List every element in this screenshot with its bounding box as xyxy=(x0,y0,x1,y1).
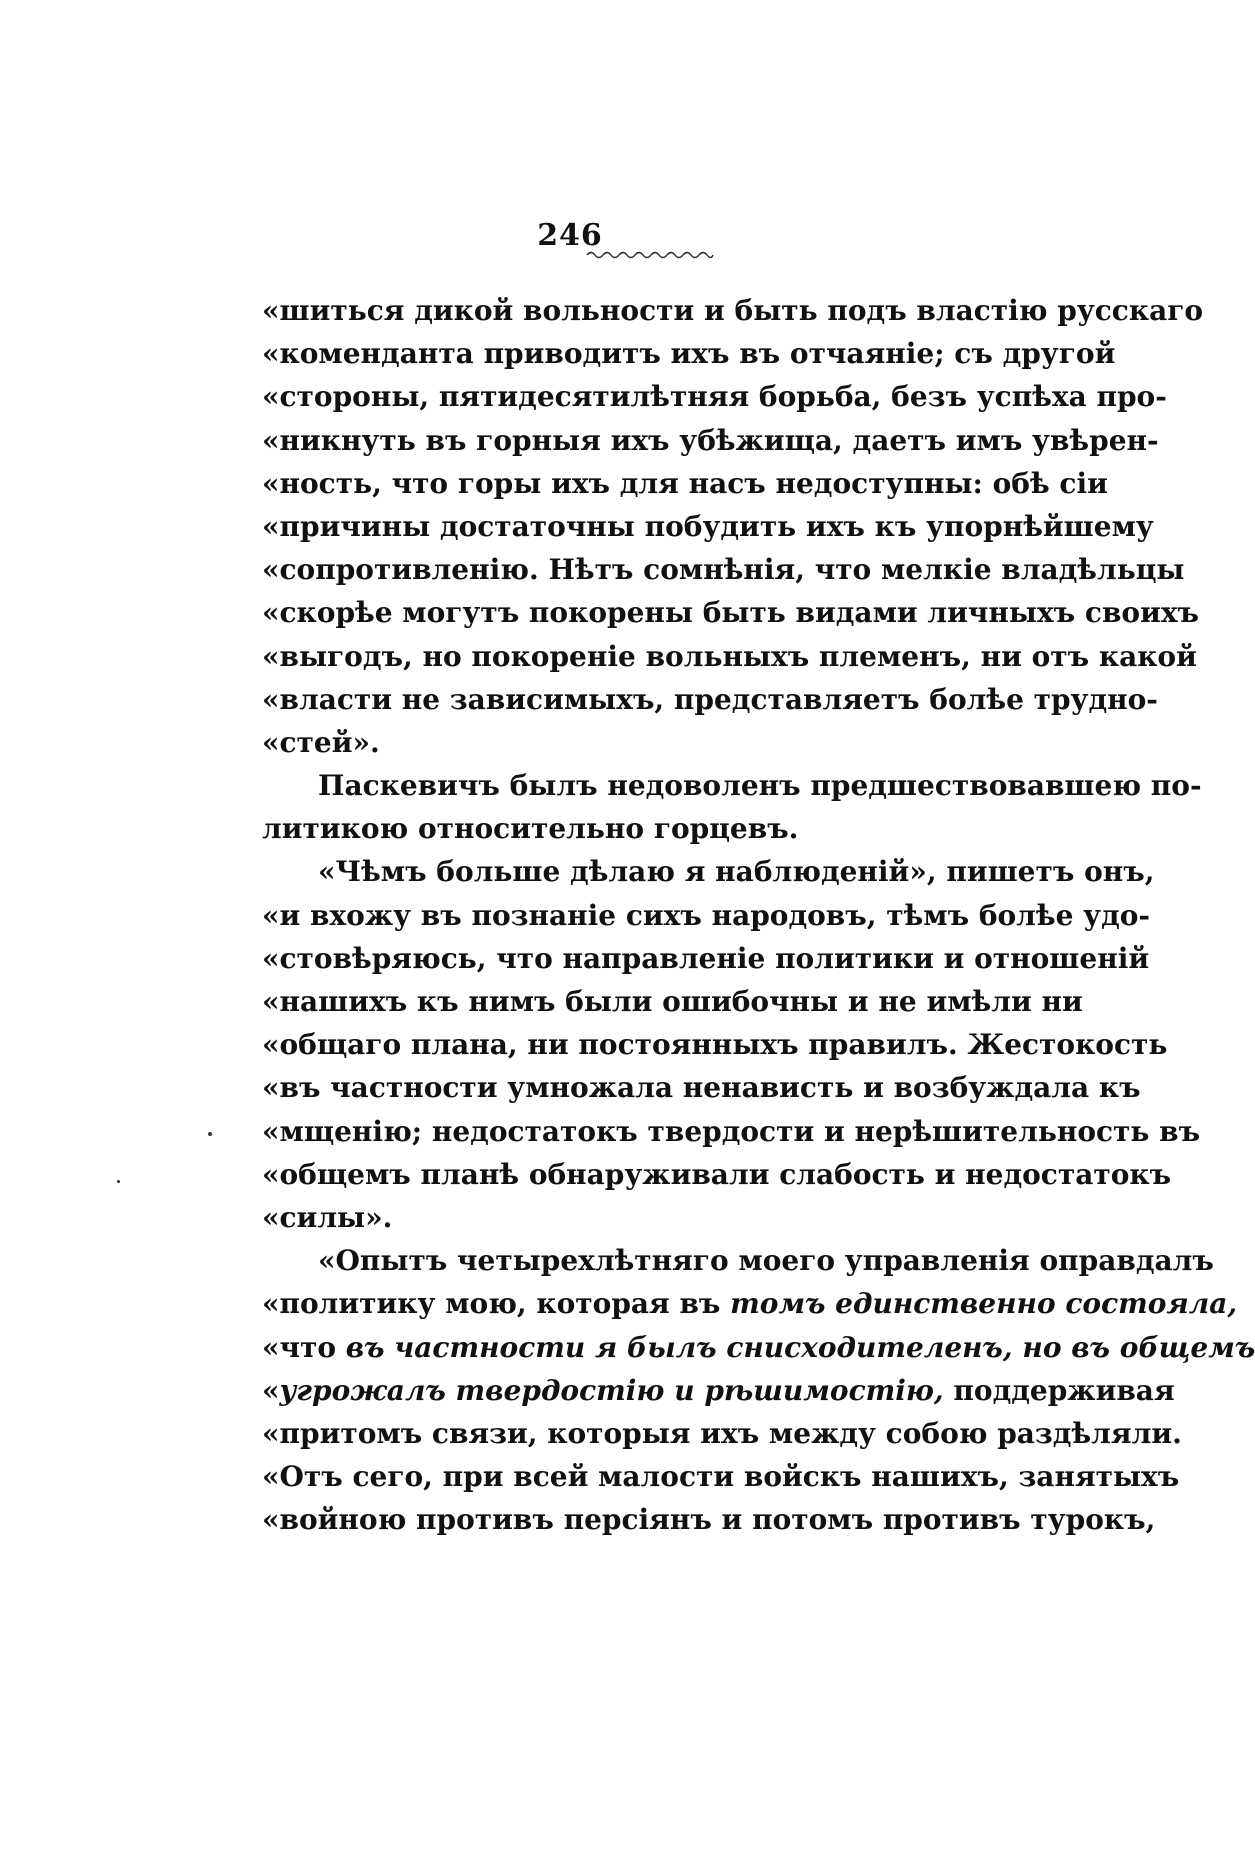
text-line xyxy=(262,894,1151,937)
line-text: Паскевичъ былъ недоволенъ предшествовавшею по- xyxy=(318,769,1202,803)
text-line xyxy=(262,721,1040,764)
text-line xyxy=(262,1455,1180,1498)
italic-emphasis: въ частности я былъ снисходителенъ, но въ общемъ xyxy=(345,1330,1255,1364)
text-line xyxy=(262,1282,1238,1325)
line-text: «ность, что горы ихъ для насъ недоступны: обѣ сіи xyxy=(262,466,1108,500)
stray-dot xyxy=(117,1180,120,1183)
line-text: «въ частности умножала ненависть и возбуждала къ xyxy=(262,1071,1141,1105)
line-text: «Чѣмъ больше дѣлаю я наблюденій», пишетъ онъ, xyxy=(318,855,1155,889)
line-text: «нашихъ къ нимъ были ошибочны и не имѣли ни xyxy=(262,985,1083,1018)
text-line xyxy=(262,1066,1141,1109)
text-line xyxy=(262,1110,1201,1153)
page-number: 246 xyxy=(537,218,603,253)
text-line xyxy=(262,764,1202,807)
line-text: «Отъ сего, при всей малости войскъ нашихъ, занятыхъ xyxy=(262,1460,1180,1494)
line-text: «стороны, пятидесятилѣтняя борьба, безъ успѣха про- xyxy=(262,380,1167,414)
line-text: «политику мою, которая въ xyxy=(262,1287,731,1321)
italic-emphasis: угрожалъ твердостію и рѣшимостію, xyxy=(279,1373,944,1407)
text-line xyxy=(262,1369,1175,1412)
line-text: «скорѣе могутъ покорены быть видами личныхъ своихъ xyxy=(262,596,1200,630)
text-line xyxy=(262,1239,1214,1282)
line-text: «причины достаточны побудить ихъ къ упорнѣйшему xyxy=(262,509,1154,543)
line-text: «шиться дикой вольности и быть подъ властію русскаго xyxy=(262,294,1204,327)
line-text: «сопротивленію. Нѣтъ сомнѣнія, что мелкіе владѣльцы xyxy=(262,553,1185,587)
line-text: « xyxy=(262,1373,280,1407)
line-text: «власти не зависимыхъ, представляетъ болѣе трудно- xyxy=(262,682,1158,716)
line-text: «общаго плана, ни постоянныхъ правилъ. Жестокость xyxy=(262,1028,1168,1062)
line-text: «и вхожу въ познаніе сихъ народовъ, тѣмъ болѣе удо- xyxy=(262,898,1151,932)
line-text: «коменданта приводитъ ихъ въ отчаяніе; съ другой xyxy=(262,337,1116,371)
text-line xyxy=(262,1153,1172,1196)
line-text: «стовѣряюсь, что направленіе политики и отношеній xyxy=(262,941,1150,975)
body-text xyxy=(262,289,1255,1541)
stray-dot xyxy=(208,1132,212,1136)
text-line xyxy=(262,980,1083,1023)
text-line xyxy=(262,332,1116,375)
text-line xyxy=(262,1412,1182,1455)
text-line xyxy=(262,375,1167,418)
italic-emphasis: томъ единственно состояла, xyxy=(730,1287,1238,1321)
line-text: «стей». xyxy=(262,725,380,759)
text-line xyxy=(262,1196,1040,1239)
line-text: «общемъ планѣ обнаруживали слабость и недостатокъ xyxy=(262,1157,1172,1191)
text-line xyxy=(262,1023,1168,1066)
line-text: «никнуть въ горныя ихъ убѣжища, даетъ имъ увѣрен- xyxy=(262,423,1159,457)
line-text: литикою относительно горцевъ. xyxy=(262,812,799,846)
text-line xyxy=(262,850,1155,893)
text-line xyxy=(262,678,1158,721)
text-line xyxy=(262,807,1040,850)
text-line xyxy=(262,635,1197,678)
text-line xyxy=(262,1498,1156,1541)
text-line xyxy=(262,591,1200,634)
text-line xyxy=(262,289,1204,332)
line-text: «притомъ связи, которыя ихъ между собою раздѣляли. xyxy=(262,1416,1182,1450)
line-text: «силы». xyxy=(262,1200,393,1234)
text-line xyxy=(262,419,1159,462)
text-line xyxy=(262,505,1154,548)
text-line xyxy=(262,548,1185,591)
line-text: поддерживая xyxy=(943,1373,1175,1407)
line-text: «мщенію; недостатокъ твердости и нерѣшительность въ xyxy=(262,1114,1201,1148)
line-text: «Опытъ четырехлѣтняго моего управленія оправдалъ xyxy=(318,1244,1214,1278)
line-text: «выгодъ, но покореніе вольныхъ племенъ, ни отъ какой xyxy=(262,639,1197,673)
line-text: «войною противъ персіянъ и потомъ противъ турокъ, xyxy=(262,1503,1156,1537)
text-line xyxy=(262,462,1108,505)
line-text: «что xyxy=(262,1330,346,1364)
page-number-ornament xyxy=(587,250,713,260)
text-line xyxy=(262,1326,1255,1369)
text-line xyxy=(262,937,1150,980)
